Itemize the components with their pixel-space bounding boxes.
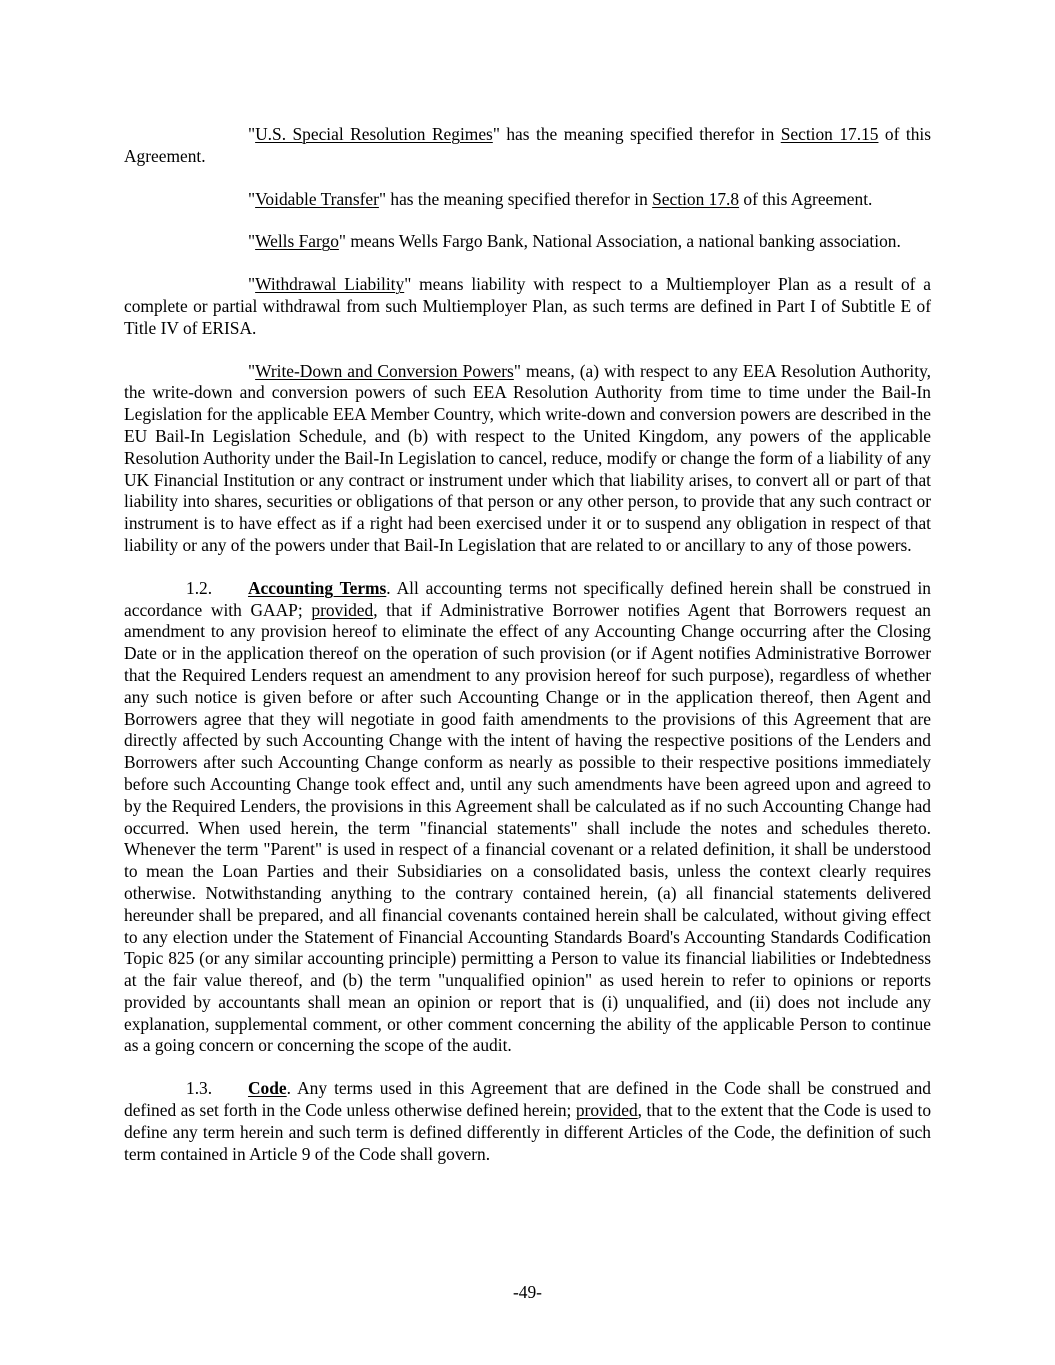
section-title: Accounting Terms [248, 577, 387, 598]
definition-text: of this Agreement. [739, 188, 873, 209]
open-quote: " [248, 188, 256, 209]
defined-term: Write-Down and Conversion Powers [255, 360, 514, 381]
open-quote: " [248, 231, 256, 252]
section-1-2-accounting-terms [124, 578, 931, 1058]
section-text: . All accounting terms not specifically defined herein shall be construed in accordance with GAAP; [124, 577, 931, 620]
definition-withdrawal-liability [124, 274, 931, 339]
definition-text: " means, (a) with respect to any EEA Resolution Authority, the write-down and conversion powers of such EEA Resolution Authority from time to time under the Bail-In Legislation for the applicable EEA Member Country, which write-down and conversion powers are described in the EU Bail-In Legislation Schedule, and (b) with respect to the United Kingdom, any powers of the applicable Resolution Authority under the Bail-In Legislation to cancel, reduce, modify or change the form of a liability of any UK Financial Institution or any contract or instrument under which that liability arises, to convert all or part of that liability into shares, securities or obligations of that person or any other person, to provide that any such contract or instrument is to have effect as if a right had been exercised under it or to suspend any obligation in respect of that liability or any of the powers under that Bail-In Legislation that are related to or ancillary to any of those powers. [124, 360, 932, 555]
section-number: 1.3. [186, 1078, 213, 1099]
proviso-term: provided [575, 1100, 638, 1121]
definition-text: of this Agreement. [124, 124, 931, 166]
open-quote: " [248, 360, 256, 381]
defined-term: U.S. Special Resolution Regimes [255, 124, 493, 144]
definition-text: " means liability with respect to a Multiemployer Plan as a result of a complete or partial withdrawal from such Multiemployer Plan, as such terms are defined in Part I of Subtitle E of Title IV of ERISA. [124, 274, 931, 338]
section-1-3-code [124, 1078, 931, 1165]
section-number: 1.2. [186, 577, 213, 598]
defined-term: Wells Fargo [255, 231, 339, 252]
section-text: . Any terms used in this Agreement that are defined in the Code shall be construed and defined as set forth in the Code unless otherwise defined herein; [124, 1078, 931, 1121]
defined-term: Withdrawal Liability [255, 274, 405, 295]
defined-term: Voidable Transfer [255, 188, 379, 209]
section-reference: Section 17.15 [780, 124, 879, 144]
definition-us-special-resolution-regimes [124, 124, 931, 168]
definition-text: " has the meaning specified therefor in [378, 188, 653, 209]
definition-text: " has the meaning specified therefor in [492, 124, 781, 144]
section-text: , that to the extent that the Code is used to define any term herein and such term is defined differently in different Articles of the Code, the definition of such term contained in Article 9 of the Code shall govern. [124, 1100, 932, 1164]
open-quote: " [248, 274, 256, 295]
definition-voidable-transfer [124, 189, 931, 211]
section-reference: Section 17.8 [652, 188, 740, 209]
section-title: Code [248, 1078, 287, 1099]
page-number: -49- [513, 1282, 542, 1302]
proviso-term: provided [311, 599, 374, 620]
definition-wells-fargo [124, 231, 931, 253]
definition-write-down-and-conversion-powers [124, 361, 931, 557]
definition-text: " means Wells Fargo Bank, National Association, a national banking association. [338, 231, 901, 252]
open-quote: " [248, 124, 256, 144]
document-page [124, 124, 931, 1186]
section-text: , that if Administrative Borrower notifies Agent that Borrowers request an amendment to any provision hereof to eliminate the effect of any Accounting Change occurring after the Closing Date or in the application thereof on the operation of such provision (or if Agent notifies Administrative Borrower that the Required Lenders request an amendment to any provision hereof for such purpose), regardless of whether any such notice is given before or after such Accounting Change or in the application thereof, then Agent and Borrowers agree that they will negotiate in good faith amendments to the provisions of this Agreement that are directly affected by such Accounting Change with the intent of having the respective positions of the Lenders and Borrowers after such Accounting Change conform as nearly as possible to their respective positions immediately before such Accounting Change took effect and, until any such amendments have been agreed upon and agreed to by the Required Lenders, the provisions in this Agreement shall be calculated as if no such Accounting Change had occurred. When used herein, the term "financial statements" shall include the notes and schedules thereto. Whenever the term "Parent" is used in respect of a financial covenant or a related definition, it shall be understood to mean the Loan Parties and their Subsidiaries on a consolidated basis, unless the context clearly requires otherwise. Notwithstanding anything to the contrary contained herein, (a) all financial statements delivered hereunder shall be prepared, and all financial covenants contained herein shall be calculated, without giving effect to any election under the Statement of Financial Accounting Standards Board's Accounting Standards Codification Topic 825 (or any similar accounting principle) permitting a Person to value its financial liabilities or Indebtedness at the fair value thereof, and (b) the term "unqualified opinion" as used herein to refer to opinions or reports provided by accountants shall mean an opinion or report that is (i) unqualified, and (ii) does not include any explanation, supplemental comment, or other comment concerning the ability of the applicable Person to continue as a going concern or concerning the scope of the audit. [124, 599, 931, 1056]
